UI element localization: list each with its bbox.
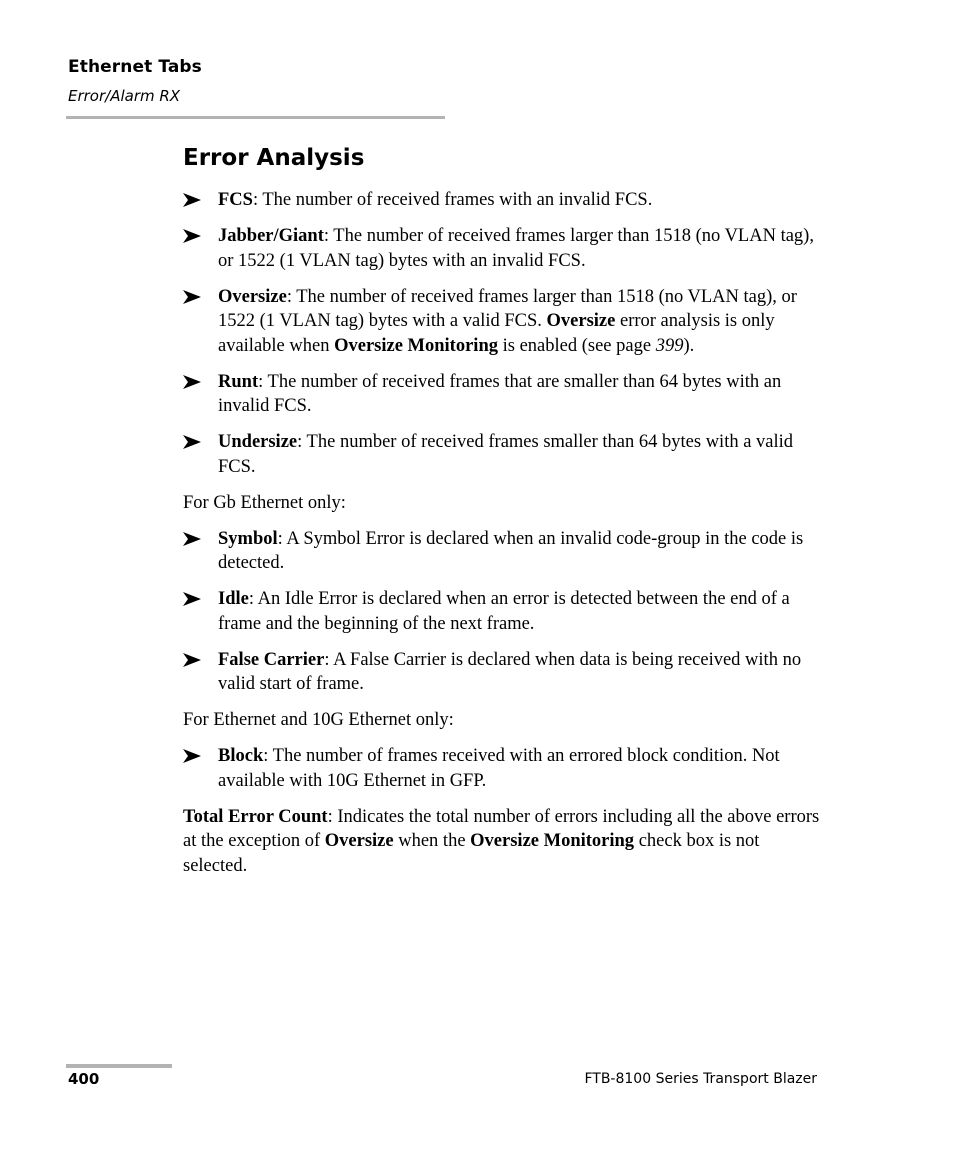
bullet-arrow-icon	[183, 375, 201, 389]
desc-block: : The number of frames received with an errored block condition. Not available with 10G Ethernet in GFP.	[218, 746, 780, 791]
term-oversize-2: Oversize	[546, 311, 616, 331]
page-reference-link[interactable]: 399	[655, 335, 684, 356]
desc-jabber-giant: : The number of received frames larger than 1518 (no VLAN tag), or 1522 (1 VLAN tag) bytes with an invalid FCS.	[218, 226, 814, 271]
desc-symbol: : A Symbol Error is declared when an invalid code-group in the code is detected.	[218, 528, 804, 573]
term-fcs: FCS	[218, 190, 253, 210]
desc-oversize-a: : The number of received frames larger than 1518 (no VLAN tag), or 1522 (1 VLAN tag) bytes with a valid FCS.	[218, 286, 797, 331]
desc-total-c: check box is not selected.	[183, 831, 760, 876]
term-jabber-giant: Jabber/Giant	[218, 226, 324, 246]
header-divider	[66, 116, 445, 119]
bullet-arrow-icon	[183, 592, 201, 606]
desc-total-a: : Indicates the total number of errors including all the above errors at the exception of	[183, 806, 820, 851]
section-body	[183, 188, 823, 890]
bullet-jabber-giant	[183, 224, 823, 273]
bullet-arrow-icon	[183, 435, 201, 449]
desc-fcs: : The number of received frames with an invalid FCS.	[252, 190, 653, 210]
desc-false-carrier: : A False Carrier is declared when data is being received with no valid start of frame.	[218, 649, 802, 694]
desc-runt: : The number of received frames that are smaller than 64 bytes with an invalid FCS.	[218, 371, 782, 416]
desc-oversize-d: ).	[683, 335, 695, 356]
term-oversize-monitoring: Oversize Monitoring	[334, 335, 498, 356]
bullet-idle	[183, 587, 823, 636]
ethernet-10g-intro: For Ethernet and 10G Ethernet only:	[183, 710, 454, 730]
desc-total-b: when the	[393, 831, 471, 851]
term-runt: Runt	[218, 371, 259, 392]
bullet-undersize	[183, 430, 823, 479]
term-total-error-count: Total Error Count	[183, 806, 328, 827]
footer-doc-title: FTB-8100 Series Transport Blazer	[584, 1071, 817, 1087]
bullet-arrow-icon	[183, 229, 201, 243]
bullet-arrow-icon	[183, 193, 201, 207]
term-oversize: Oversize	[218, 286, 287, 307]
term-total-oversize-monitoring: Oversize Monitoring	[470, 831, 635, 851]
gb-ethernet-intro: For Gb Ethernet only:	[183, 492, 346, 513]
bullet-false-carrier	[183, 648, 823, 697]
desc-idle: : An Idle Error is declared when an error is detected between the end of a frame and the beginning of the next frame.	[218, 589, 790, 634]
footer-divider	[66, 1064, 172, 1068]
bullet-fcs	[183, 188, 823, 213]
bullet-runt	[183, 370, 823, 419]
running-header-title: Ethernet Tabs	[68, 57, 202, 77]
desc-oversize-b: error analysis is only available when	[218, 311, 775, 356]
desc-oversize-c: is enabled (see page	[497, 335, 656, 356]
bullet-arrow-icon	[183, 290, 201, 304]
bullet-symbol	[183, 527, 823, 576]
term-symbol: Symbol	[218, 528, 278, 549]
bullet-block	[183, 744, 823, 793]
bullet-arrow-icon	[183, 749, 201, 763]
total-error-count-paragraph	[183, 805, 823, 879]
desc-undersize: : The number of received frames smaller than 64 bytes with a valid FCS.	[218, 432, 794, 477]
section-title: Error Analysis	[183, 145, 365, 171]
term-idle: Idle	[218, 589, 249, 609]
bullet-arrow-icon	[183, 532, 201, 546]
term-false-carrier: False Carrier	[218, 649, 325, 670]
bullet-arrow-icon	[183, 653, 201, 667]
term-undersize: Undersize	[218, 432, 298, 452]
term-block: Block	[218, 746, 264, 766]
running-header-subtitle: Error/Alarm RX	[68, 87, 181, 105]
term-total-oversize: Oversize	[324, 831, 394, 851]
page-number: 400	[68, 1070, 100, 1088]
bullet-oversize	[183, 285, 823, 359]
